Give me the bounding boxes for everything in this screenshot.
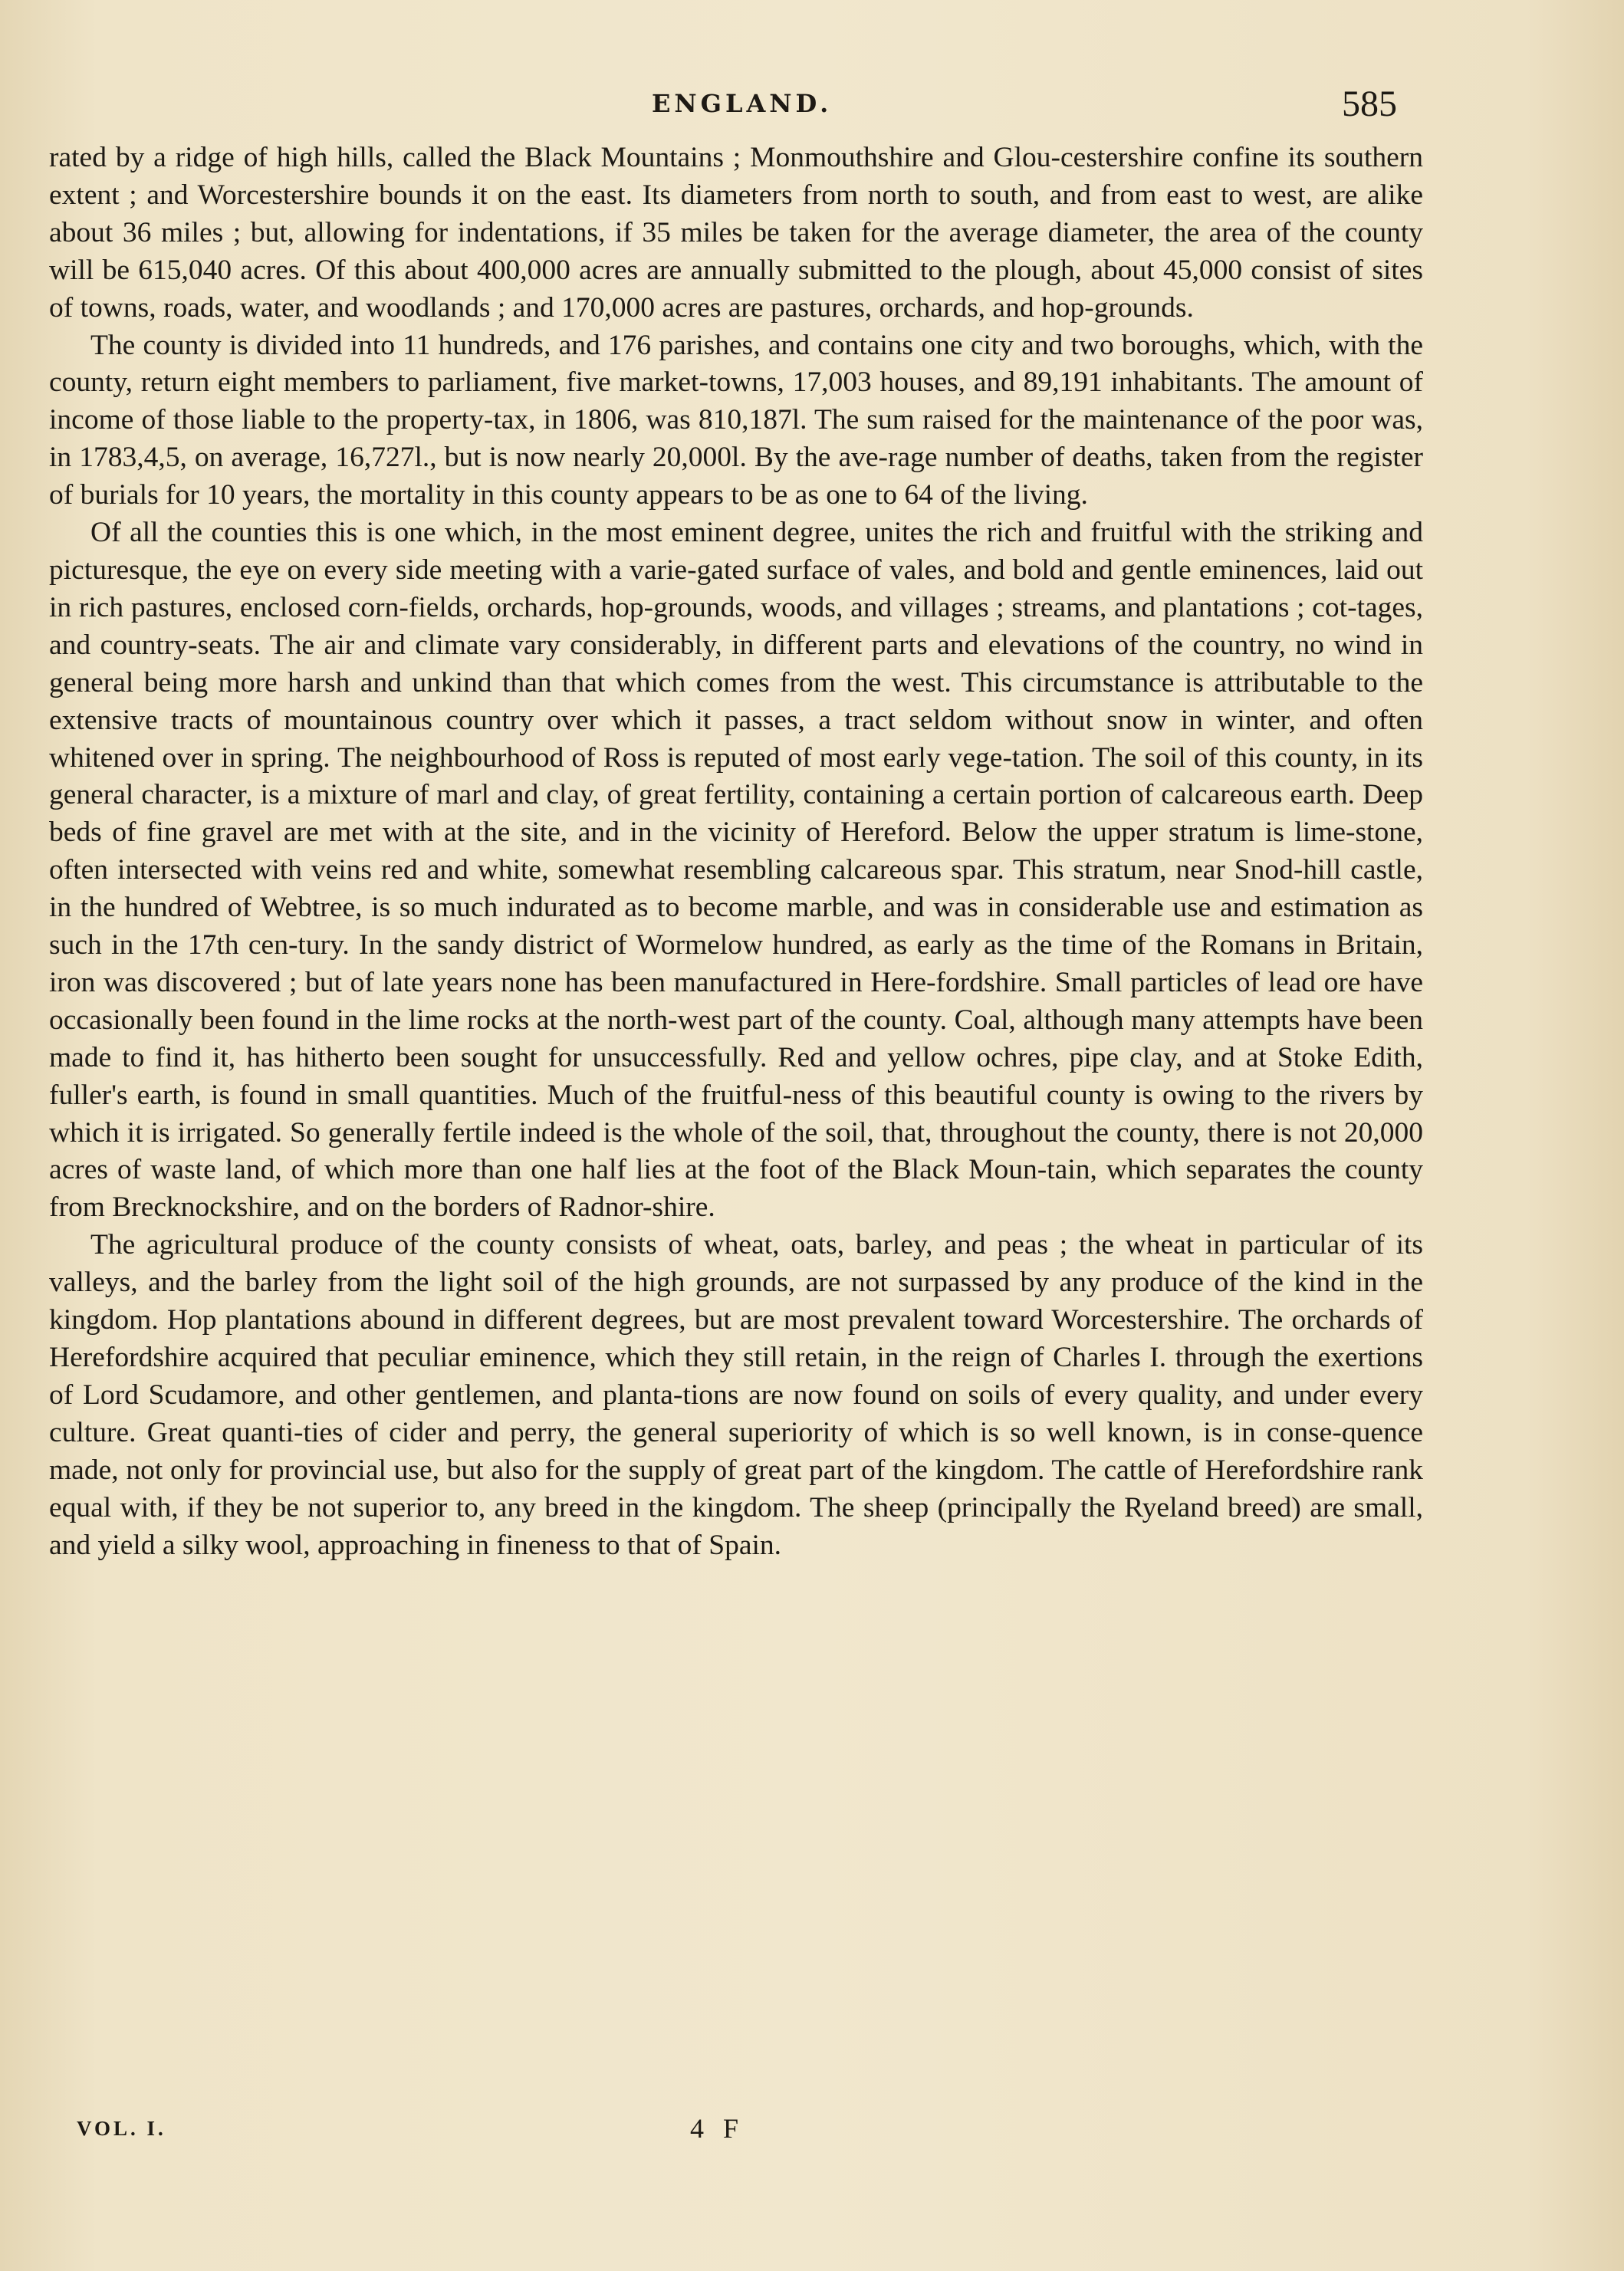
signature-mark: 4 F	[690, 2113, 745, 2144]
paragraph: The county is divided into 11 hundreds, and 176 parishes, and contains one city and two boroughs, which, with the county, return eight members to parliament, five market-towns, 17,003 houses, and 89,191 inhabitants. The amount of income of those liable to the property-tax, in 1806, was 810,187l. The sum raised for the maintenance of the poor was, in 1783,4,5, on average, 16,727l., but is now nearly 20,000l. By the ave-rage number of deaths, taken from the register of burials for 10 years, the mortality in this county appears to be as one to 64 of the living.	[49, 329, 1423, 511]
volume-label: VOL. I.	[77, 2117, 166, 2140]
paragraph: The agricultural produce of the county consists of wheat, oats, barley, and peas ; the wheat in particular of its valleys, and the barley from the light soil of the high grounds, are not surpassed by any produce of the kind in the kingdom. Hop plantations abound in different degrees, but are most prevalent toward Worcestershire. The orchards of Herefordshire acquired that peculiar eminence, which they still retain, in the reign of Charles I. through the exertions of Lord Scudamore, and other gentlemen, and planta-tions are now found on soils of every quality, and under every culture. Great quanti-ties of cider and perry, the general superiority of which is so well known, is in conse-quence made, not only for provincial use, but also for the supply of great part of the kingdom. The cattle of Herefordshire rank equal with, if they be not superior to, any breed in the kingdom. The sheep (principally the Ryeland breed) are small, and yield a silky wool, approaching in fineness to that of Spain.	[49, 1229, 1423, 1561]
running-head-title: ENGLAND.	[652, 89, 833, 118]
paragraph-continued: rated by a ridge of high hills, called the Black Mountains ; Monmouthshire and Glou-cestershire confine its southern extent ; and Worcestershire bounds it on the east. Its diameters from north to south, and from east to west, are alike about 36 miles ; but, allowing for indentations, if 35 miles be taken for the average diameter, the area of the county will be 615,040 acres. Of this about 400,000 acres are annually submitted to the plough, about 45,000 consist of sites of towns, roads, water, and woodlands ; and 170,000 acres are pastures, orchards, and hop-grounds.	[49, 142, 1423, 324]
body-text	[49, 140, 1423, 1564]
page-number: 585	[1342, 84, 1397, 124]
paragraph: Of all the counties this is one which, in the most eminent degree, unites the rich and fruitful with the striking and picturesque, the eye on every side meeting with a varie-gated surface of vales, and bold and gentle eminences, laid out in rich pastures, enclosed corn-fields, orchards, hop-grounds, woods, and villages ; streams, and plantations ; cot-tages, and country-seats. The air and climate vary considerably, in different parts and elevations of the country, no wind in general being more harsh and unkind than that which comes from the west. This circumstance is attributable to the extensive tracts of mountainous country over which it passes, a tract seldom without snow in winter, and often whitened over in spring. The neighbourhood of Ross is reputed of most early vege-tation. The soil of this county, in its general character, is a mixture of marl and clay, of great fertility, containing a certain portion of calcareous earth. Deep beds of fine gravel are met with at the site, and in the vicinity of Hereford. Below the upper stratum is lime-stone, often intersected with veins red and white, somewhat resembling calcareous spar. This stratum, near Snod-hill castle, in the hundred of Webtree, is so much indurated as to become marble, and was in considerable use and estimation as such in the 17th cen-tury. In the sandy district of Wormelow hundred, as early as the time of the Romans in Britain, iron was discovered ; but of late years none has been manufactured in Here-fordshire. Small particles of lead ore have occasionally been found in the lime rocks at the north-west part of the county. Coal, although many attempts have been made to find it, has hitherto been sought for unsuccessfully. Red and yellow ochres, pipe clay, and at Stoke Edith, fuller's earth, is found in small quantities. Much of the fruitful-ness of this beautiful county is owing to the rivers by which it is irrigated. So generally fertile indeed is the whole of the soil, that, throughout the county, there is not 20,000 acres of waste land, of which more than one half lies at the foot of the Black Moun-tain, which separates the county from Brecknockshire, and on the borders of Radnor-shire.	[49, 517, 1423, 1224]
page-footer	[0, 2112, 1624, 2158]
running-head	[0, 83, 1624, 129]
